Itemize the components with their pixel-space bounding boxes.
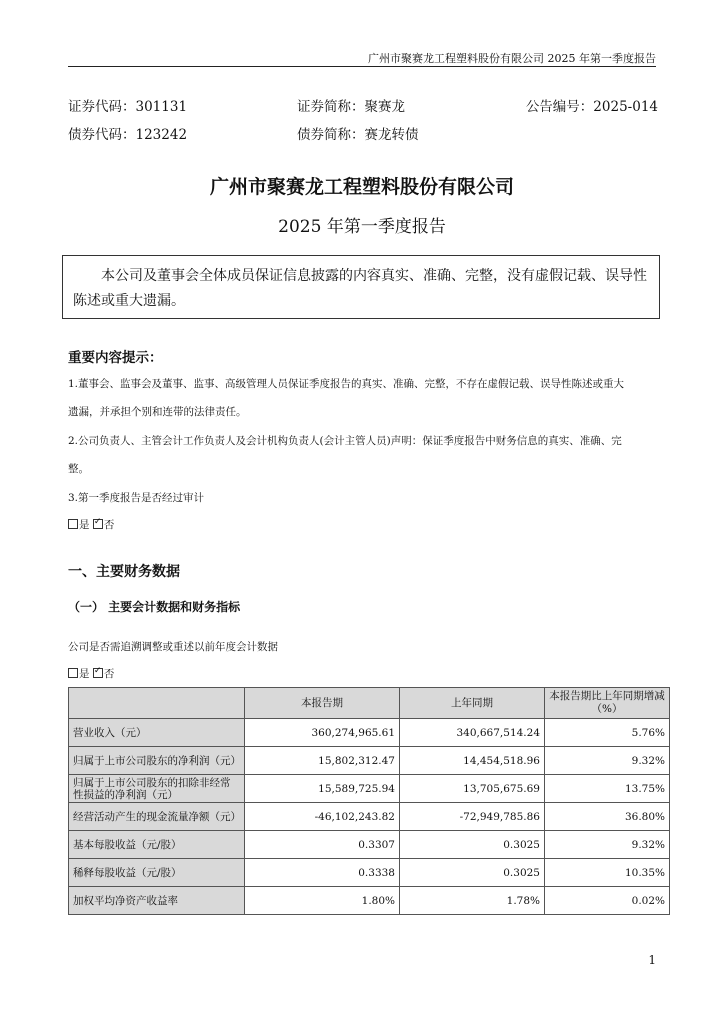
prior-value: 1.78% (400, 887, 545, 915)
bond-code: 债券代码：123242 (68, 127, 188, 143)
important-heading: 重要内容提示： (68, 350, 163, 366)
table-row (69, 747, 670, 775)
change-value: 13.75% (545, 775, 670, 803)
audit-no-label: 否 (103, 519, 115, 531)
audit-yes-label: 是 (79, 519, 90, 531)
row-label: 营业收入（元） (69, 719, 245, 747)
financial-data-table (68, 687, 670, 915)
adjust-yes-label: 是 (79, 668, 90, 680)
company-title: 广州市聚赛龙工程塑料股份有限公司 (209, 176, 514, 198)
important-item-3: 3.第一季度报告是否经过审计 (68, 492, 205, 504)
page-number: 1 (648, 953, 656, 967)
table-header-row (69, 688, 670, 719)
current-value: 0.3338 (245, 859, 400, 887)
adjust-question: 公司是否需追溯调整或重述以前年度会计数据 (68, 641, 278, 653)
audit-yes-checkbox-icon (68, 519, 78, 529)
prior-value: 0.3025 (400, 859, 545, 887)
prior-value: 340,667,514.24 (400, 719, 545, 747)
announcement-number: 公告编号：2025-014 (525, 99, 658, 115)
adjust-checkboxes (68, 666, 114, 681)
table-row (69, 831, 670, 859)
bond-abbr: 债券简称：赛龙转债 (297, 127, 419, 143)
table-row (69, 887, 670, 915)
running-header: 广州市聚赛龙工程塑料股份有限公司 2025 年第一季度报告 (368, 52, 656, 65)
adjust-no-label: 否 (103, 668, 115, 680)
header-cell-prior-period: 上年同期 (400, 688, 545, 719)
change-value: 9.32% (545, 747, 670, 775)
current-value: 1.80% (245, 887, 400, 915)
important-item-1-line-2: 遗漏，并承担个别和连带的法律责任。 (68, 406, 247, 418)
adjust-yes-checkbox-icon (68, 668, 78, 678)
current-value: -46,102,243.82 (245, 803, 400, 831)
table-row (69, 803, 670, 831)
current-value: 360,274,965.61 (245, 719, 400, 747)
header-cell-item (69, 688, 245, 719)
stock-abbr: 证券简称：聚赛龙 (297, 99, 405, 115)
row-label: 加权平均净资产收益率 (69, 887, 245, 915)
change-value: 10.35% (545, 859, 670, 887)
prior-value: 13,705,675.69 (400, 775, 545, 803)
disclosure-notice-text: 本公司及董事会全体成员保证信息披露的内容真实、准确、完整，没有虚假记载、误导性陈述或重大遗漏。 (73, 268, 647, 309)
change-value: 36.80% (545, 803, 670, 831)
subsection-1-heading: （一） 主要会计数据和财务指标 (68, 600, 241, 614)
report-title: 2025 年第一季度报告 (278, 217, 446, 237)
current-value: 15,589,725.94 (245, 775, 400, 803)
current-value: 15,802,312.47 (245, 747, 400, 775)
row-label: 稀释每股收益（元/股） (69, 859, 245, 887)
table-row (69, 775, 670, 803)
table-row (69, 719, 670, 747)
disclosure-notice-box (62, 255, 660, 319)
stock-code: 证券代码：301131 (68, 99, 188, 115)
prior-value: 14,454,518.96 (400, 747, 545, 775)
row-label: 经营活动产生的现金流量净额（元） (69, 803, 245, 831)
change-value: 9.32% (545, 831, 670, 859)
change-value: 0.02% (545, 887, 670, 915)
important-item-1-line-1: 1.董事会、监事会及董事、监事、高级管理人员保证季度报告的真实、准确、完整，不存在虚假记载、误导性陈述或重大 (68, 378, 625, 390)
prior-value: -72,949,785.86 (400, 803, 545, 831)
audit-no-checkbox-icon (93, 519, 103, 529)
header-cell-current-period: 本报告期 (245, 688, 400, 719)
row-label: 基本每股收益（元/股） (69, 831, 245, 859)
audit-checkboxes (68, 517, 114, 532)
header-cell-change: 本报告期比上年同期增减（%） (545, 688, 670, 719)
row-label: 归属于上市公司股东的净利润（元） (69, 747, 245, 775)
important-item-2-line-1: 2.公司负责人、主管会计工作负责人及会计机构负责人(会计主管人员)声明：保证季度报告中财务信息的真实、准确、完 (68, 435, 622, 447)
current-value: 0.3307 (245, 831, 400, 859)
header-rule (68, 66, 656, 67)
prior-value: 0.3025 (400, 831, 545, 859)
change-value: 5.76% (545, 719, 670, 747)
important-item-2-line-2: 整。 (68, 463, 89, 475)
table-row (69, 859, 670, 887)
row-label: 归属于上市公司股东的扣除非经常性损益的净利润（元） (69, 775, 245, 803)
section-1-heading: 一、主要财务数据 (68, 564, 180, 580)
adjust-no-checkbox-icon (93, 668, 103, 678)
